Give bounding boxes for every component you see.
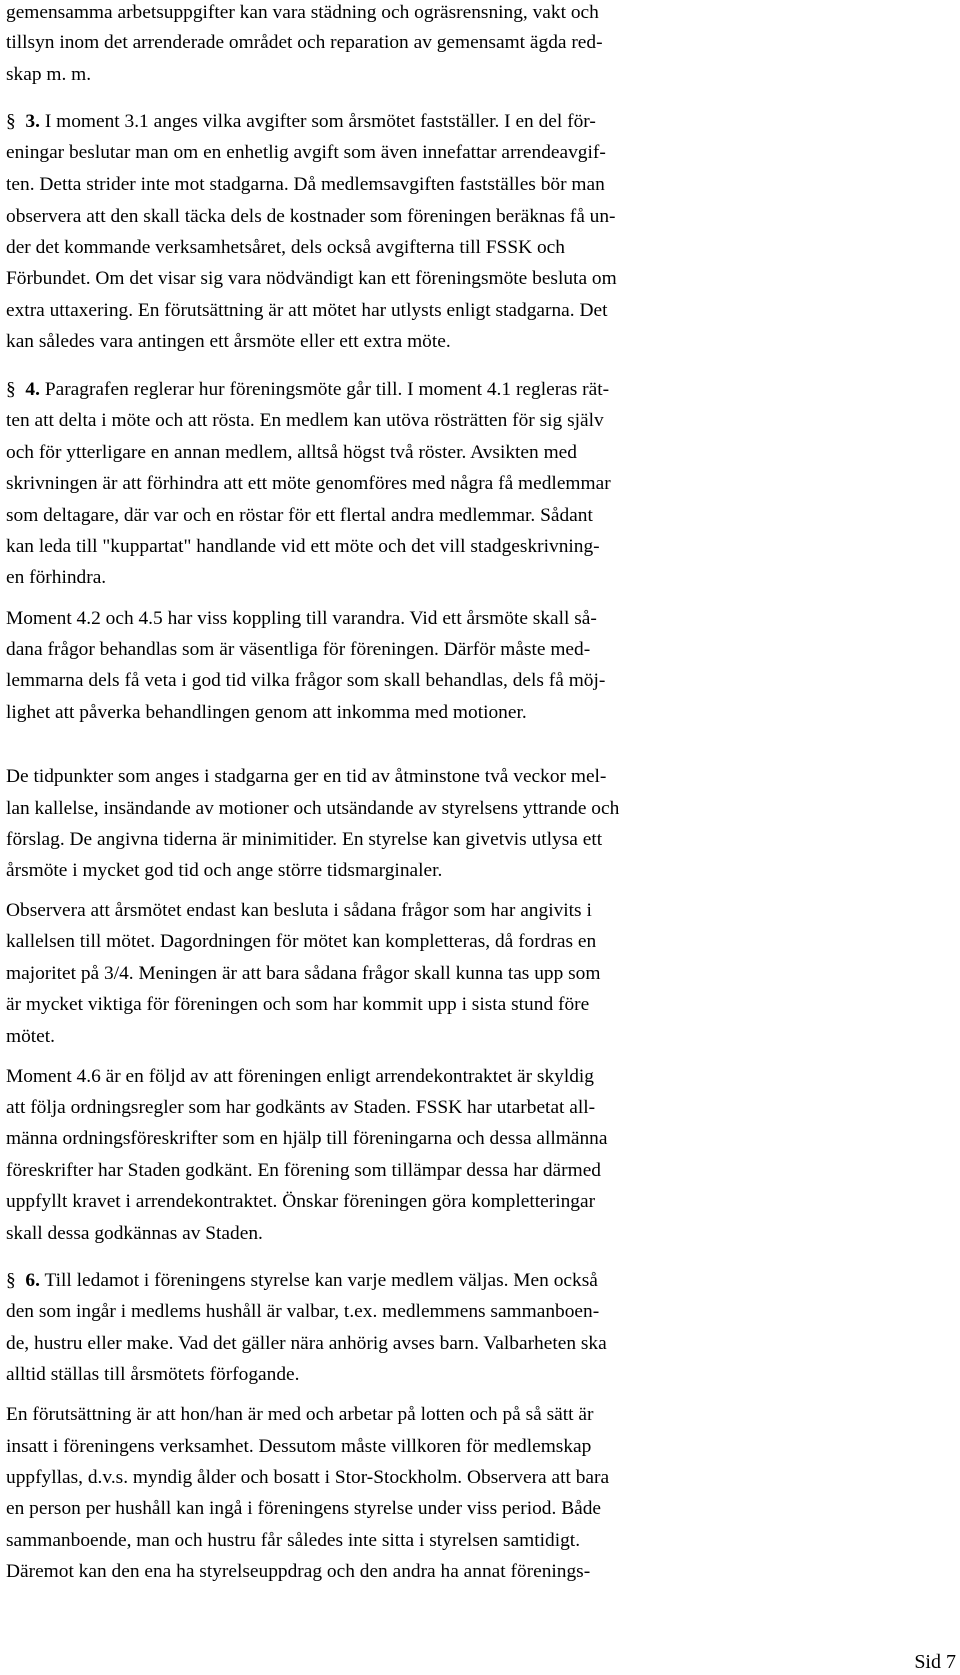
text-line <box>6 609 597 628</box>
text-line <box>6 1365 299 1384</box>
text-line <box>6 474 611 493</box>
line-text: De tidpunkter som anges i stadgarna ger en tid av åtminstone två veckor mel- <box>6 766 607 787</box>
line-text: alltid ställas till årsmötets förfogande. <box>6 1364 300 1385</box>
section-number: 4. <box>25 379 40 400</box>
line-text: uppfyllt kravet i arrendekontraktet. Önskar föreningen göra kompletteringar <box>6 1191 596 1212</box>
line-text: en förhindra. <box>6 567 107 588</box>
text-line <box>6 901 592 920</box>
line-text: föreskrifter har Staden godkänt. En förening som tillämpar dessa har därmed <box>6 1160 601 1181</box>
line-text: der det kommande verksamhetsåret, dels också avgifterna till FSSK och <box>6 237 565 258</box>
line-text: gemensamma arbetsuppgifter kan vara städning och ogräsrensning, vakt och <box>6 2 599 23</box>
line-text: eningar beslutar man om en enhetlig avgift som även innefattar arrendeavgif- <box>6 142 606 163</box>
text-line <box>6 1468 609 1487</box>
text-line <box>6 1271 598 1290</box>
line-text: Paragrafen reglerar hur föreningsmöte går till. I moment 4.1 regleras rät- <box>44 379 610 400</box>
line-text: Däremot kan den ena ha styrelseuppdrag och den andra ha annat förenings- <box>6 1561 591 1582</box>
line-text: observera att den skall täcka dels de kostnader som föreningen beräknas få un- <box>6 206 616 227</box>
line-text: kan leda till "kuppartat" handlande vid ett möte och det vill stadgeskrivning- <box>6 536 600 557</box>
text-line <box>6 238 565 257</box>
text-line <box>6 112 596 131</box>
line-text: kallelsen till mötet. Dagordningen för mötet kan kompletteras, då fordras en <box>6 931 597 952</box>
line-text: tillsyn inom det arrenderade området och reparation av gemensamt ägda red- <box>6 32 603 53</box>
text-line <box>6 3 599 22</box>
line-text: att följa ordningsregler som har godkänts av Staden. FSSK har utarbetat all- <box>6 1097 596 1118</box>
text-line <box>6 640 590 659</box>
text-line <box>6 995 589 1014</box>
line-text: är mycket viktiga för föreningen och som har kommit upp i sista stund före <box>6 994 590 1015</box>
line-text: männa ordningsföreskrifter som en hjälp till föreningarna och dessa allmänna <box>6 1128 608 1149</box>
line-text: insatt i föreningens verksamhet. Dessutom måste villkoren för medlemskap <box>6 1436 592 1457</box>
line-text: Förbundet. Om det visar sig vara nödvändigt kan ett föreningsmöte besluta om <box>6 268 617 289</box>
text-line <box>6 143 606 162</box>
line-text: sammanboende, man och hustru får således inte sitta i styrelsen samtidigt. <box>6 1530 581 1551</box>
text-line <box>6 1437 591 1456</box>
text-line <box>6 411 604 430</box>
line-text: I moment 3.1 anges vilka avgifter som årsmötet fastställer. I en del för- <box>44 111 596 132</box>
text-line <box>6 932 596 951</box>
text-line <box>6 1161 601 1180</box>
line-text: skall dessa godkännas av Staden. <box>6 1223 263 1244</box>
text-line <box>6 506 593 525</box>
line-text: majoritet på 3/4. Meningen är att bara sådana frågor skall kunna tas upp som <box>6 963 601 984</box>
text-line <box>6 301 607 320</box>
line-text: Observera att årsmötet endast kan besluta i sådana frågor som har angivits i <box>6 900 592 921</box>
page-number: Sid 7 <box>914 1651 956 1673</box>
line-text: uppfyllas, d.v.s. myndig ålder och bosatt i Stor-Stockholm. Observera att bara <box>6 1467 610 1488</box>
text-line <box>6 703 527 722</box>
line-text: Moment 4.6 är en följd av att föreningen enligt arrendekontraktet är skyldig <box>6 1066 594 1087</box>
text-line <box>6 1499 601 1518</box>
line-text: de, hustru eller make. Vad det gäller nära anhörig avses barn. Valbarheten ska <box>6 1333 607 1354</box>
line-text: lan kallelse, insändande av motioner och utsändande av styrelsens yttrande och <box>6 798 620 819</box>
line-text: årsmöte i mycket god tid och ange större tidsmarginaler. <box>6 860 443 881</box>
text-line <box>6 1334 607 1353</box>
line-text: och för ytterligare en annan medlem, alltså högst två röster. Avsikten med <box>6 442 577 463</box>
text-line <box>6 1129 607 1148</box>
line-text: förslag. De angivna tiderna är minimitider. En styrelse kan givetvis utlysa ett <box>6 829 603 850</box>
text-line <box>6 33 603 52</box>
text-line <box>6 830 602 849</box>
line-text: som deltagare, där var och en röstar för ett flertal andra medlemmar. Sådant <box>6 505 593 526</box>
line-text: en person per hushåll kan ingå i föreningens styrelse under viss period. Både <box>6 1498 602 1519</box>
text-line <box>6 1531 580 1550</box>
line-text: mötet. <box>6 1026 56 1047</box>
text-line <box>6 207 616 226</box>
section-sign: § <box>6 111 16 132</box>
text-line <box>6 964 600 983</box>
text-line <box>6 1098 595 1117</box>
line-text: Moment 4.2 och 4.5 har viss koppling till varandra. Vid ett årsmöte skall så- <box>6 608 597 629</box>
text-line <box>6 175 605 194</box>
section-number: 6. <box>25 1270 40 1291</box>
line-text: Till ledamot i föreningens styrelse kan varje medlem väljas. Men också <box>44 1270 598 1291</box>
text-line <box>6 1405 593 1424</box>
line-text: extra uttaxering. En förutsättning är att mötet har utlysts enligt stadgarna. Det <box>6 300 608 321</box>
line-text: skap m. m. <box>6 64 92 85</box>
text-line <box>6 1027 55 1046</box>
line-text: dana frågor behandlas som är väsentliga för föreningen. Därför måste med- <box>6 639 591 660</box>
line-text: ten att delta i möte och att rösta. En medlem kan utöva rösträtten för sig själv <box>6 410 604 431</box>
line-text: skrivningen är att förhindra att ett möte genomföres med några få medlemmar <box>6 473 611 494</box>
section-sign: § <box>6 379 16 400</box>
line-text: ten. Detta strider inte mot stadgarna. Då medlemsavgiften fastställes bör man <box>6 174 605 195</box>
text-line <box>6 332 451 351</box>
text-line <box>6 1067 594 1086</box>
line-text: En förutsättning är att hon/han är med och arbetar på lotten och på så sätt är <box>6 1404 594 1425</box>
text-line <box>6 380 609 399</box>
line-text: den som ingår i medlems hushåll är valbar, t.ex. medlemmens sammanboen- <box>6 1301 600 1322</box>
text-line <box>6 767 606 786</box>
text-line <box>6 1302 599 1321</box>
text-line <box>6 1192 595 1211</box>
line-text: kan således vara antingen ett årsmöte eller ett extra möte. <box>6 331 451 352</box>
section-sign: § <box>6 1270 16 1291</box>
text-line <box>6 671 605 690</box>
text-line <box>6 861 442 880</box>
text-line <box>6 1224 263 1243</box>
section-number: 3. <box>25 111 40 132</box>
text-line <box>6 443 577 462</box>
text-line <box>6 799 619 818</box>
text-line <box>6 537 600 556</box>
line-text: lighet att påverka behandlingen genom att inkomma med motioner. <box>6 702 527 723</box>
text-line <box>6 1562 590 1581</box>
text-line <box>6 568 106 587</box>
text-line <box>6 65 91 84</box>
line-text: lemmarna dels få veta i god tid vilka frågor som skall behandlas, dels få möj- <box>6 670 606 691</box>
text-line <box>6 269 617 288</box>
